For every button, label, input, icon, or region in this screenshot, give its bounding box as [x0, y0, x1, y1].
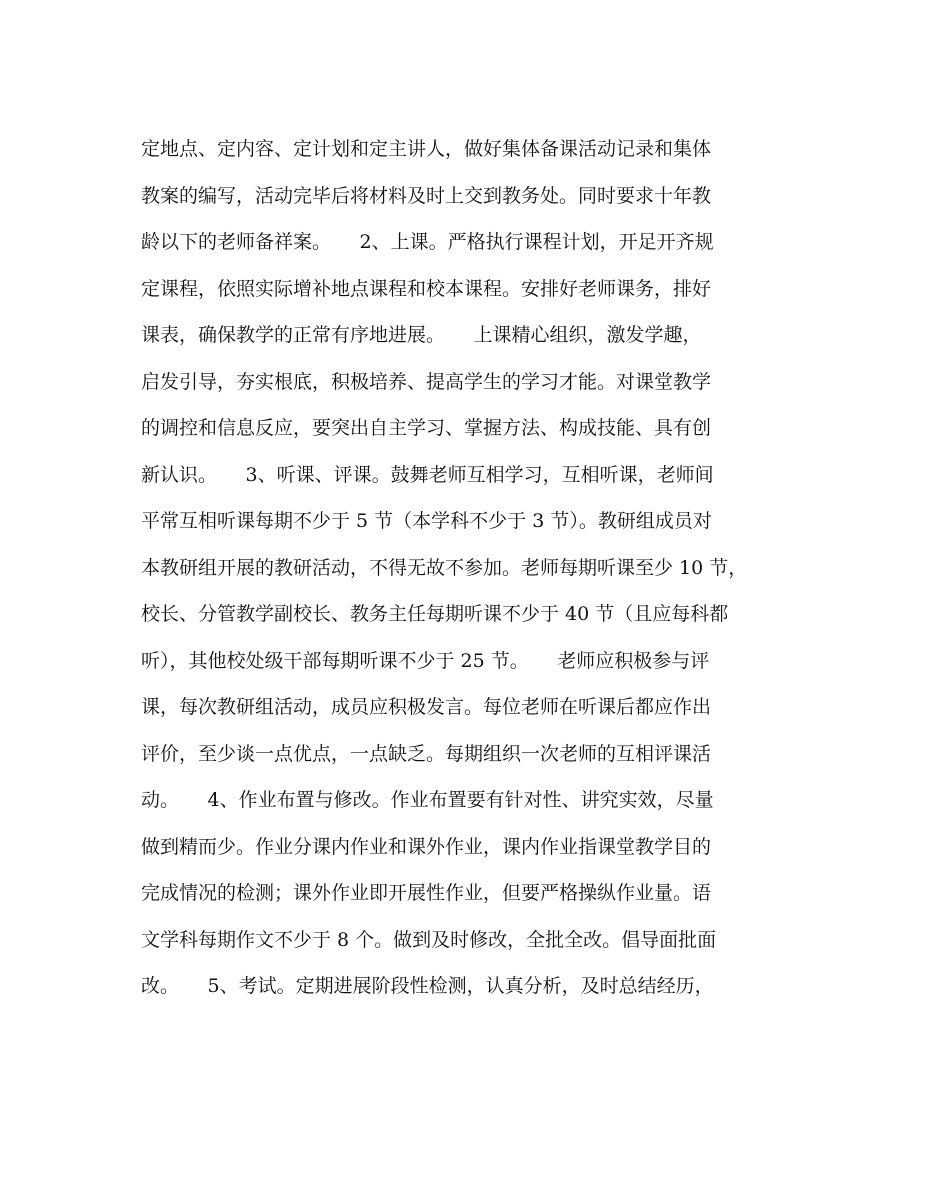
text-line: 平常互相听课每期不少于 5 节（本学科不少于 3 节）。教研组成员对 [141, 510, 712, 532]
text-line: 的调控和信息反应，要突出自主学习、掌握方法、构成技能、具有创 [141, 417, 712, 439]
text-line: 定地点、定内容、定计划和定主讲人，做好集体备课活动记录和集体 [141, 138, 712, 160]
text-line: 听），其他校处级干部每期听课不少于 25 节。 老师应积极参与评 [141, 649, 710, 672]
text-line: 文学科每期作文不少于 8 个。做到及时修改，全批全改。倡导面批面 [141, 928, 717, 951]
text-line: 评价，至少谈一点优点，一点缺乏。每期组织一次老师的互相评课活 [141, 742, 712, 765]
text-line: 动。 4、作业布置与修改。作业布置要有针对性、讲究实效，尽量 [141, 789, 714, 811]
text-line: 教案的编写，活动完毕后将材料及时上交到教务处。同时要求十年教 [141, 184, 712, 207]
text-line: 课表，确保教学的正常有序地进展。 上课精心组织，激发学趣， [141, 324, 702, 346]
text-line: 课，每次教研组活动，成员应积极发言。每位老师在听课后都应作出 [141, 696, 712, 718]
body-text [141, 126, 821, 1010]
text-line: 定课程，依照实际增补地点课程和校本课程。安排好老师课务，排好 [141, 277, 712, 300]
text-line: 龄以下的老师备祥案。 2、上课。严格执行课程计划，开足开齐规 [141, 231, 714, 253]
text-line: 做到精而少。作业分课内作业和课外作业，课内作业指课堂教学目的 [141, 835, 712, 858]
text-line: 改。 5、考试。定期进展阶段性检测，认真分析，及时总结经历， [141, 975, 714, 997]
text-line: 完成情况的检测；课外作业即开展性作业，但要严格操纵作业量。语 [141, 882, 712, 904]
text-line: 校长、分管教学副校长、教务主任每期听课不少于 40 节（且应每科都 [141, 603, 729, 625]
text-line: 本教研组开展的教研活动，不得无故不参加。老师每期听课至少 10 节， [141, 556, 748, 579]
text-line: 新认识。 3、听课、评课。鼓舞老师互相学习，互相听课，老师间 [141, 463, 714, 486]
text-line: 启发引导，夯实根底，积极培养、提高学生的学习才能。对课堂教学 [141, 370, 712, 393]
